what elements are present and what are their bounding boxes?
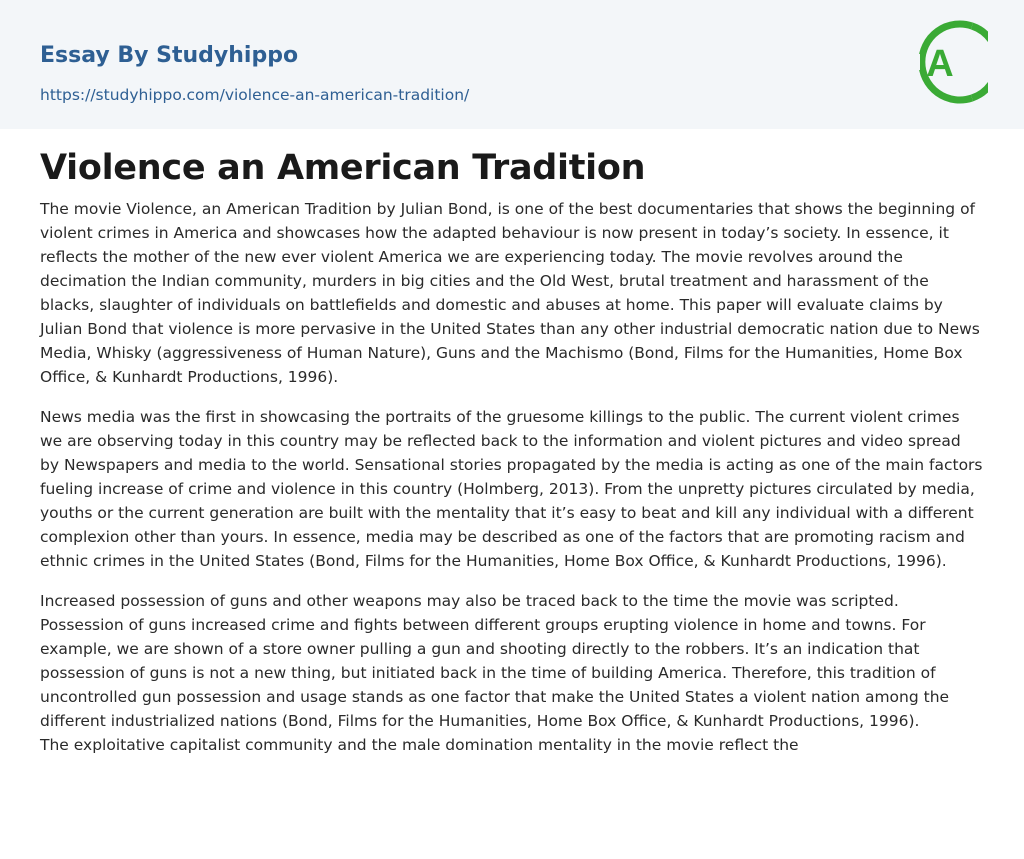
essay-paragraph-2: News media was the first in showcasing the portraits of the gruesome killings to the public. The current violent crimes we are observing today in this country may be reflected back to the information and violent pictures and video spread by Newspapers and media to the world. Sensational stories propagated by the media is acting as one of the main factors fueling increase of crime and violence in this country (Holmberg, 2013). From the unpretty pictures circulated by media, youths or the current generation are built with the mentality that it’s easy to beat and kill any individual with a different complexion other than yours. In essence, media may be described as one of the factors that are promoting racism and ethnic crimes in the United States (Bond, Films for the Humanities, Home Box Office, & Kunhardt Productions, 1996). [40, 408, 983, 570]
essay-paragraph-4: The exploitative capitalist community and the male domination mentality in the movie reflect the [40, 736, 799, 754]
logo-letter: A [926, 43, 954, 85]
studyhippo-logo-icon[interactable] [910, 18, 988, 106]
essay-paragraph-3: Increased possession of guns and other weapons may also be traced back to the time the movie was scripted. Possession of guns increased crime and fights between different groups erupting violence in home and towns. For example, we are shown of a store owner pulling a gun and shooting directly to the robbers. It’s an indication that possession of guns is not a new thing, but initiated back in the time of building America. Therefore, this tradition of uncontrolled gun possession and usage stands as one factor that make the United States a violent nation among the different industrialized nations (Bond, Films for the Humanities, Home Box Office, & Kunhardt Productions, 1996). [40, 592, 950, 730]
essay-title: Violence an American Tradition [40, 148, 646, 188]
site-header [0, 0, 1024, 129]
essay-url-link[interactable]: https://studyhippo.com/violence-an-american-tradition/ [40, 86, 470, 104]
essay-paragraph-1: The movie Violence, an American Tradition by Julian Bond, is one of the best documentaries that shows the beginning of violent crimes in America and showcases how the adapted behaviour is now present in today’s society. In essence, it reflects the mother of the new ever violent America we are experiencing today. The movie revolves around the decimation the Indian community, murders in big cities and the Old West, brutal treatment and harassment of the blacks, slaughter of individuals on battlefields and domestic and abuses at home. This paper will evaluate claims by Julian Bond that violence is more pervasive in the United States than any other industrial democratic nation due to News Media, Whisky (aggressiveness of Human Nature), Guns and the Machismo (Bond, Films for the Humanities, Home Box Office, & Kunhardt Productions, 1996). [40, 200, 980, 386]
essay-article [40, 145, 984, 757]
brand-title: Essay By Studyhippo [40, 43, 299, 68]
